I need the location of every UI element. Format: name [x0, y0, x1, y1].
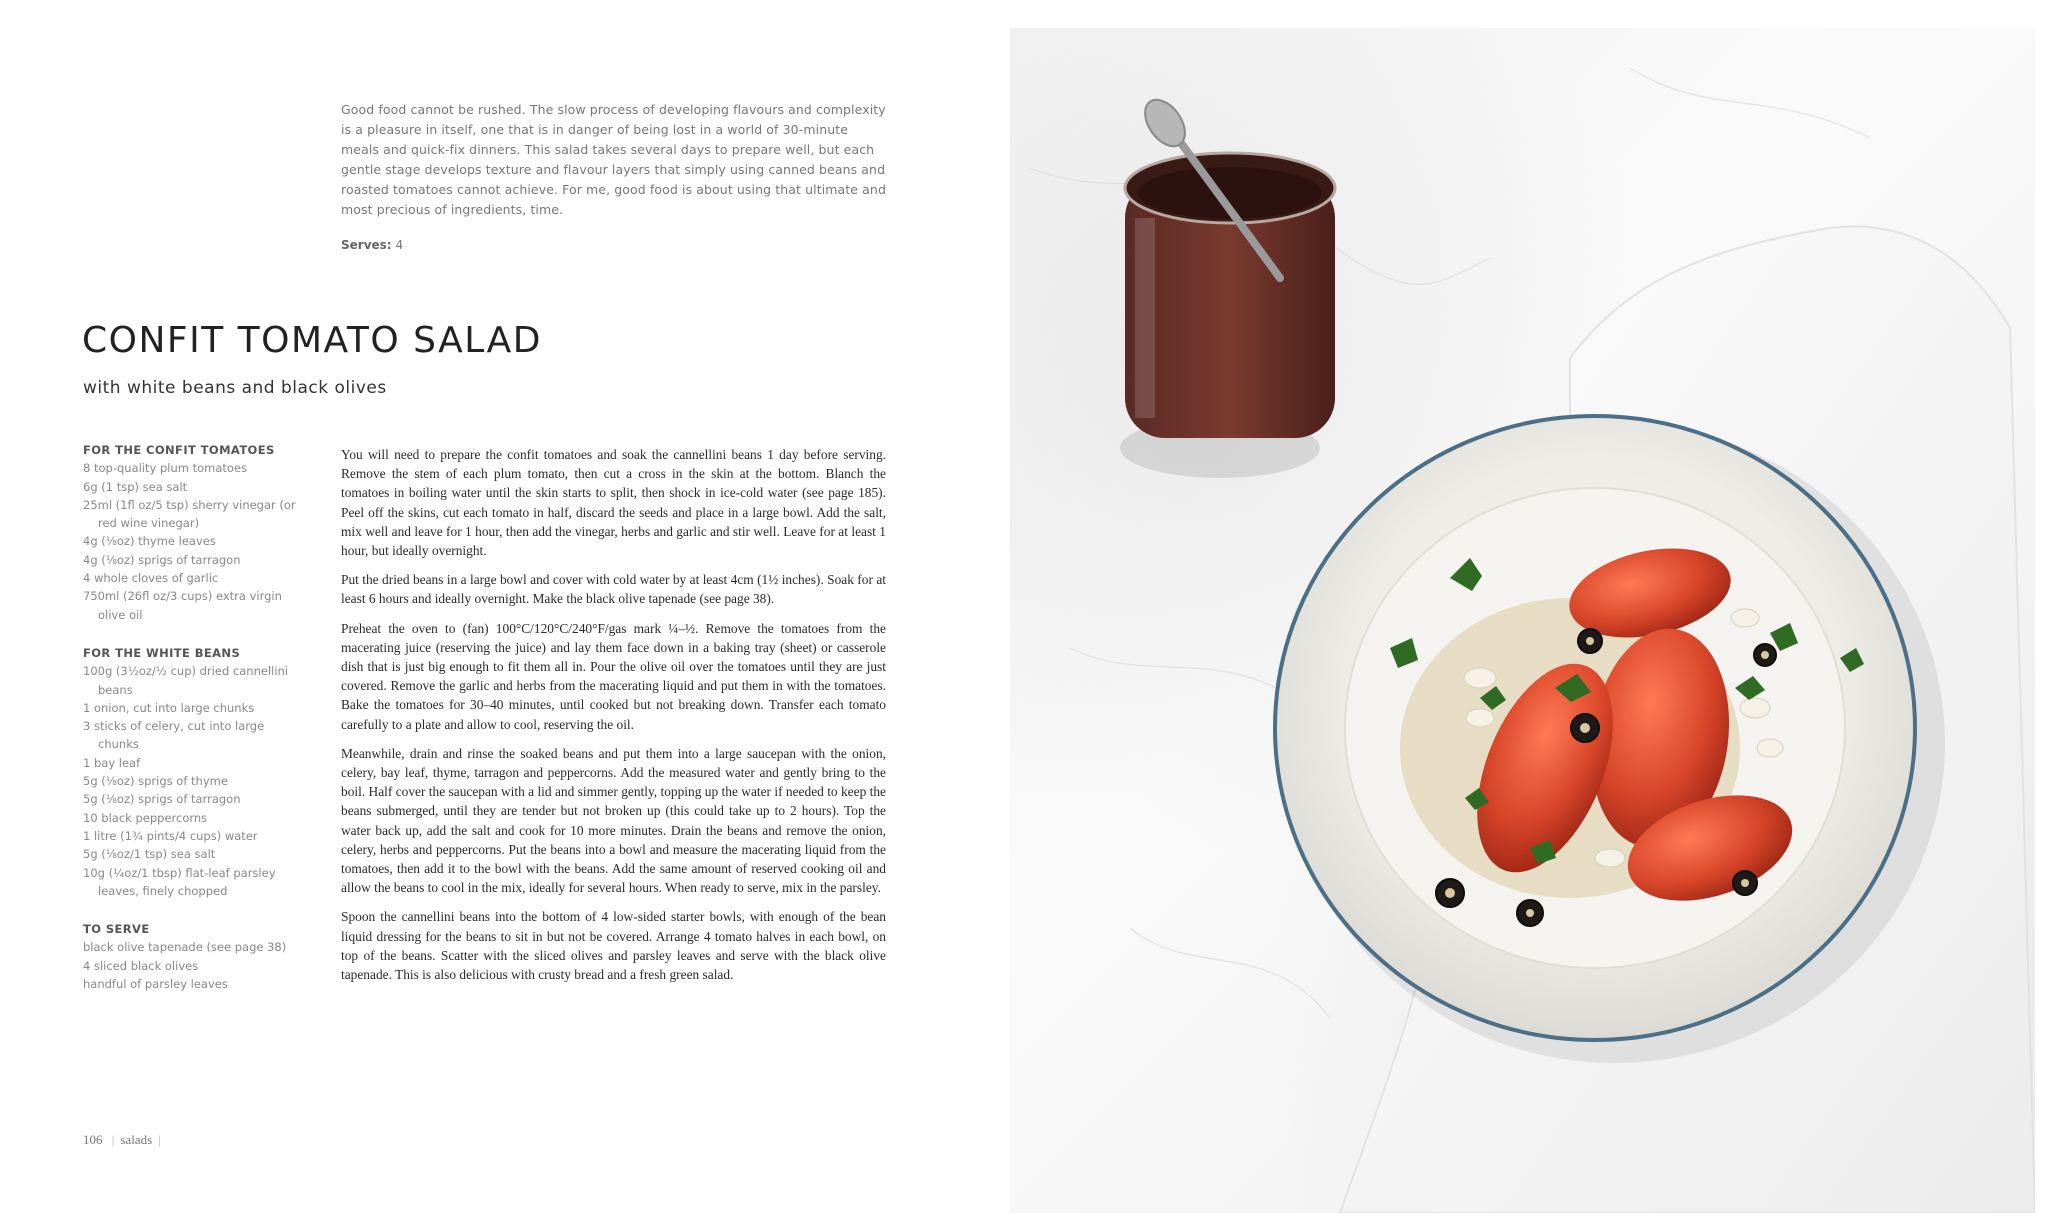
- ingredient-group-white-beans: [83, 644, 303, 900]
- ingredient-item: 1 litre (1¾ pints/4 cups) water: [83, 828, 258, 843]
- ingredient-item: 1 bay leaf: [83, 755, 141, 770]
- ingredient-item: 100g (3½oz/½ cup) dried cannellini beans: [83, 664, 289, 697]
- serves-value: 4: [395, 238, 404, 252]
- ingredient-item: 6g (1 tsp) sea salt: [83, 479, 188, 494]
- serves-label: Serves:: [341, 238, 392, 252]
- ingredient-item: 4 whole cloves of garlic: [83, 571, 219, 586]
- footer-separator: |: [111, 1132, 115, 1147]
- ingredient-group-confit-tomatoes: [83, 441, 303, 624]
- recipe-photo: [1010, 28, 2035, 1213]
- tapenade-jar: [1125, 153, 1335, 438]
- ingredient-item: 5g (⅛oz/1 tsp) sea salt: [83, 847, 216, 862]
- footer-separator: |: [158, 1132, 161, 1147]
- method-step: Preheat the oven to (fan) 100°C/120°C/240°F/gas mark ¼–½. Remove the tomatoes from the macerating juice (reserving the juice) and lay them face down in a baking tray (sheet) or casserole dish that is just big enough to fit them all in. Pour the olive oil over the tomatoes until they are just covered. Remove the garlic and herbs from the macerating liquid and put them in with the tomatoes. Bake the tomatoes for 30–40 minutes, until cooked but not breaking down. Transfer each tomato carefully to a plate and allow to cool, reserving the oil.: [341, 620, 886, 732]
- ingredient-item: 5g (⅛oz) sprigs of tarragon: [83, 792, 241, 807]
- page-number: 106: [83, 1132, 103, 1147]
- ingredient-item: 4g (⅛oz) thyme leaves: [83, 534, 216, 549]
- serves-line: [341, 238, 403, 252]
- ingredient-group-heading: FOR THE WHITE BEANS: [83, 645, 241, 660]
- ingredient-item: 750ml (26fl oz/3 cups) extra virgin olive oil: [83, 589, 282, 622]
- ingredient-group-heading: TO SERVE: [83, 922, 150, 937]
- method-step: Put the dried beans in a large bowl and cover with cold water by at least 4cm (1½ inches). Soak for at least 6 hours and ideally overnight. Make the black olive tapenade (see page 38).: [341, 572, 886, 607]
- section-name: salads: [120, 1132, 153, 1147]
- ingredient-item: 25ml (1fl oz/5 tsp) sherry vinegar (or red wine vinegar): [83, 497, 296, 531]
- ingredient-item: handful of parsley leaves: [83, 977, 228, 992]
- recipe-subtitle: with white beans and black olives: [83, 378, 387, 398]
- method-column: [341, 445, 886, 994]
- ingredient-item: black olive tapenade (see page 38): [83, 940, 287, 955]
- method-step: Spoon the cannellini beans into the bottom of 4 low-sided starter bowls, with enough of the bean liquid dressing for the beans to sit in but not be covered. Arrange 4 tomato halves in each bowl, on top of the beans. Scatter with the sliced olives and parsley leaves and serve with the black olive tapenade. This is also delicious with crusty bread and a fresh green salad.: [341, 909, 886, 983]
- ingredient-item: 10g (¼oz/1 tbsp) flat-leaf parsley leaves, finely chopped: [83, 865, 276, 898]
- ingredient-item: 5g (⅛oz) sprigs of thyme: [83, 774, 228, 789]
- ingredient-group-to-serve: [83, 920, 303, 993]
- method-step: You will need to prepare the confit tomatoes and soak the cannellini beans 1 day before serving. Remove the stem of each plum tomato, then cut a cross in the skin at the bottom. Blanch the tomatoes in boiling water until the skin starts to split, then shock in ice-cold water (see page 185). Peel off the skins, cut each tomato in half, discard the seeds and place in a large bowl. Add the salt, mix well and leave for 1 hour, then add the vinegar, herbs and garlic and stir well. Leave for at least 1 hour, but ideally overnight.: [341, 447, 886, 559]
- intro-paragraph: [341, 100, 886, 220]
- method-step: Meanwhile, drain and rinse the soaked beans and put them into a large saucepan with the onion, celery, bay leaf, thyme, tarragon and peppercorns. Add the measured water and gently bring to the boil. Half cover the saucepan with a lid and simmer gently, topping up the water if needed to keep the beans submerged, until they are tender but not broken up (this could take up to 2 hours). Top the water back up, add the salt and cook for 10 more minutes. Drain the beans and remove the onion, celery, herbs and peppercorns. Put the beans into a bowl and measure the macerating liquid from the tomatoes, then add it to the bowl with the beans. Add the same amount of reserved cooking oil and allow the beans to cool in the mix, ideally for several hours. When ready to serve, mix in the parsley.: [341, 745, 886, 896]
- ingredient-item: 4g (⅛oz) sprigs of tarragon: [83, 552, 241, 567]
- recipe-title: CONFIT TOMATO SALAD: [82, 320, 543, 361]
- ingredient-item: 1 onion, cut into large chunks: [83, 700, 255, 715]
- page-footer: [83, 1132, 167, 1148]
- ingredient-item: 8 top-quality plum tomatoes: [83, 461, 248, 476]
- intro-text: Good food cannot be rushed. The slow process of developing flavours and complexity is a pleasure in itself, one that is in danger of being lost in a world of 30-minute meals and quick-fix dinners. This salad takes several days to prepare well, but each gentle stage develops texture and flavour layers that simply using canned beans and roasted tomatoes cannot achieve. For me, good food is about using that ultimate and most precious of ingredients, time.: [341, 102, 886, 217]
- ingredient-item: 10 black peppercorns: [83, 810, 208, 825]
- photo-illustration: [1010, 28, 2035, 1213]
- ingredient-item: 3 sticks of celery, cut into large chunks: [83, 719, 265, 752]
- ingredient-group-heading: FOR THE CONFIT TOMATOES: [83, 443, 275, 457]
- ingredient-item: 4 sliced black olives: [83, 958, 199, 973]
- ingredients-column: [83, 441, 303, 1013]
